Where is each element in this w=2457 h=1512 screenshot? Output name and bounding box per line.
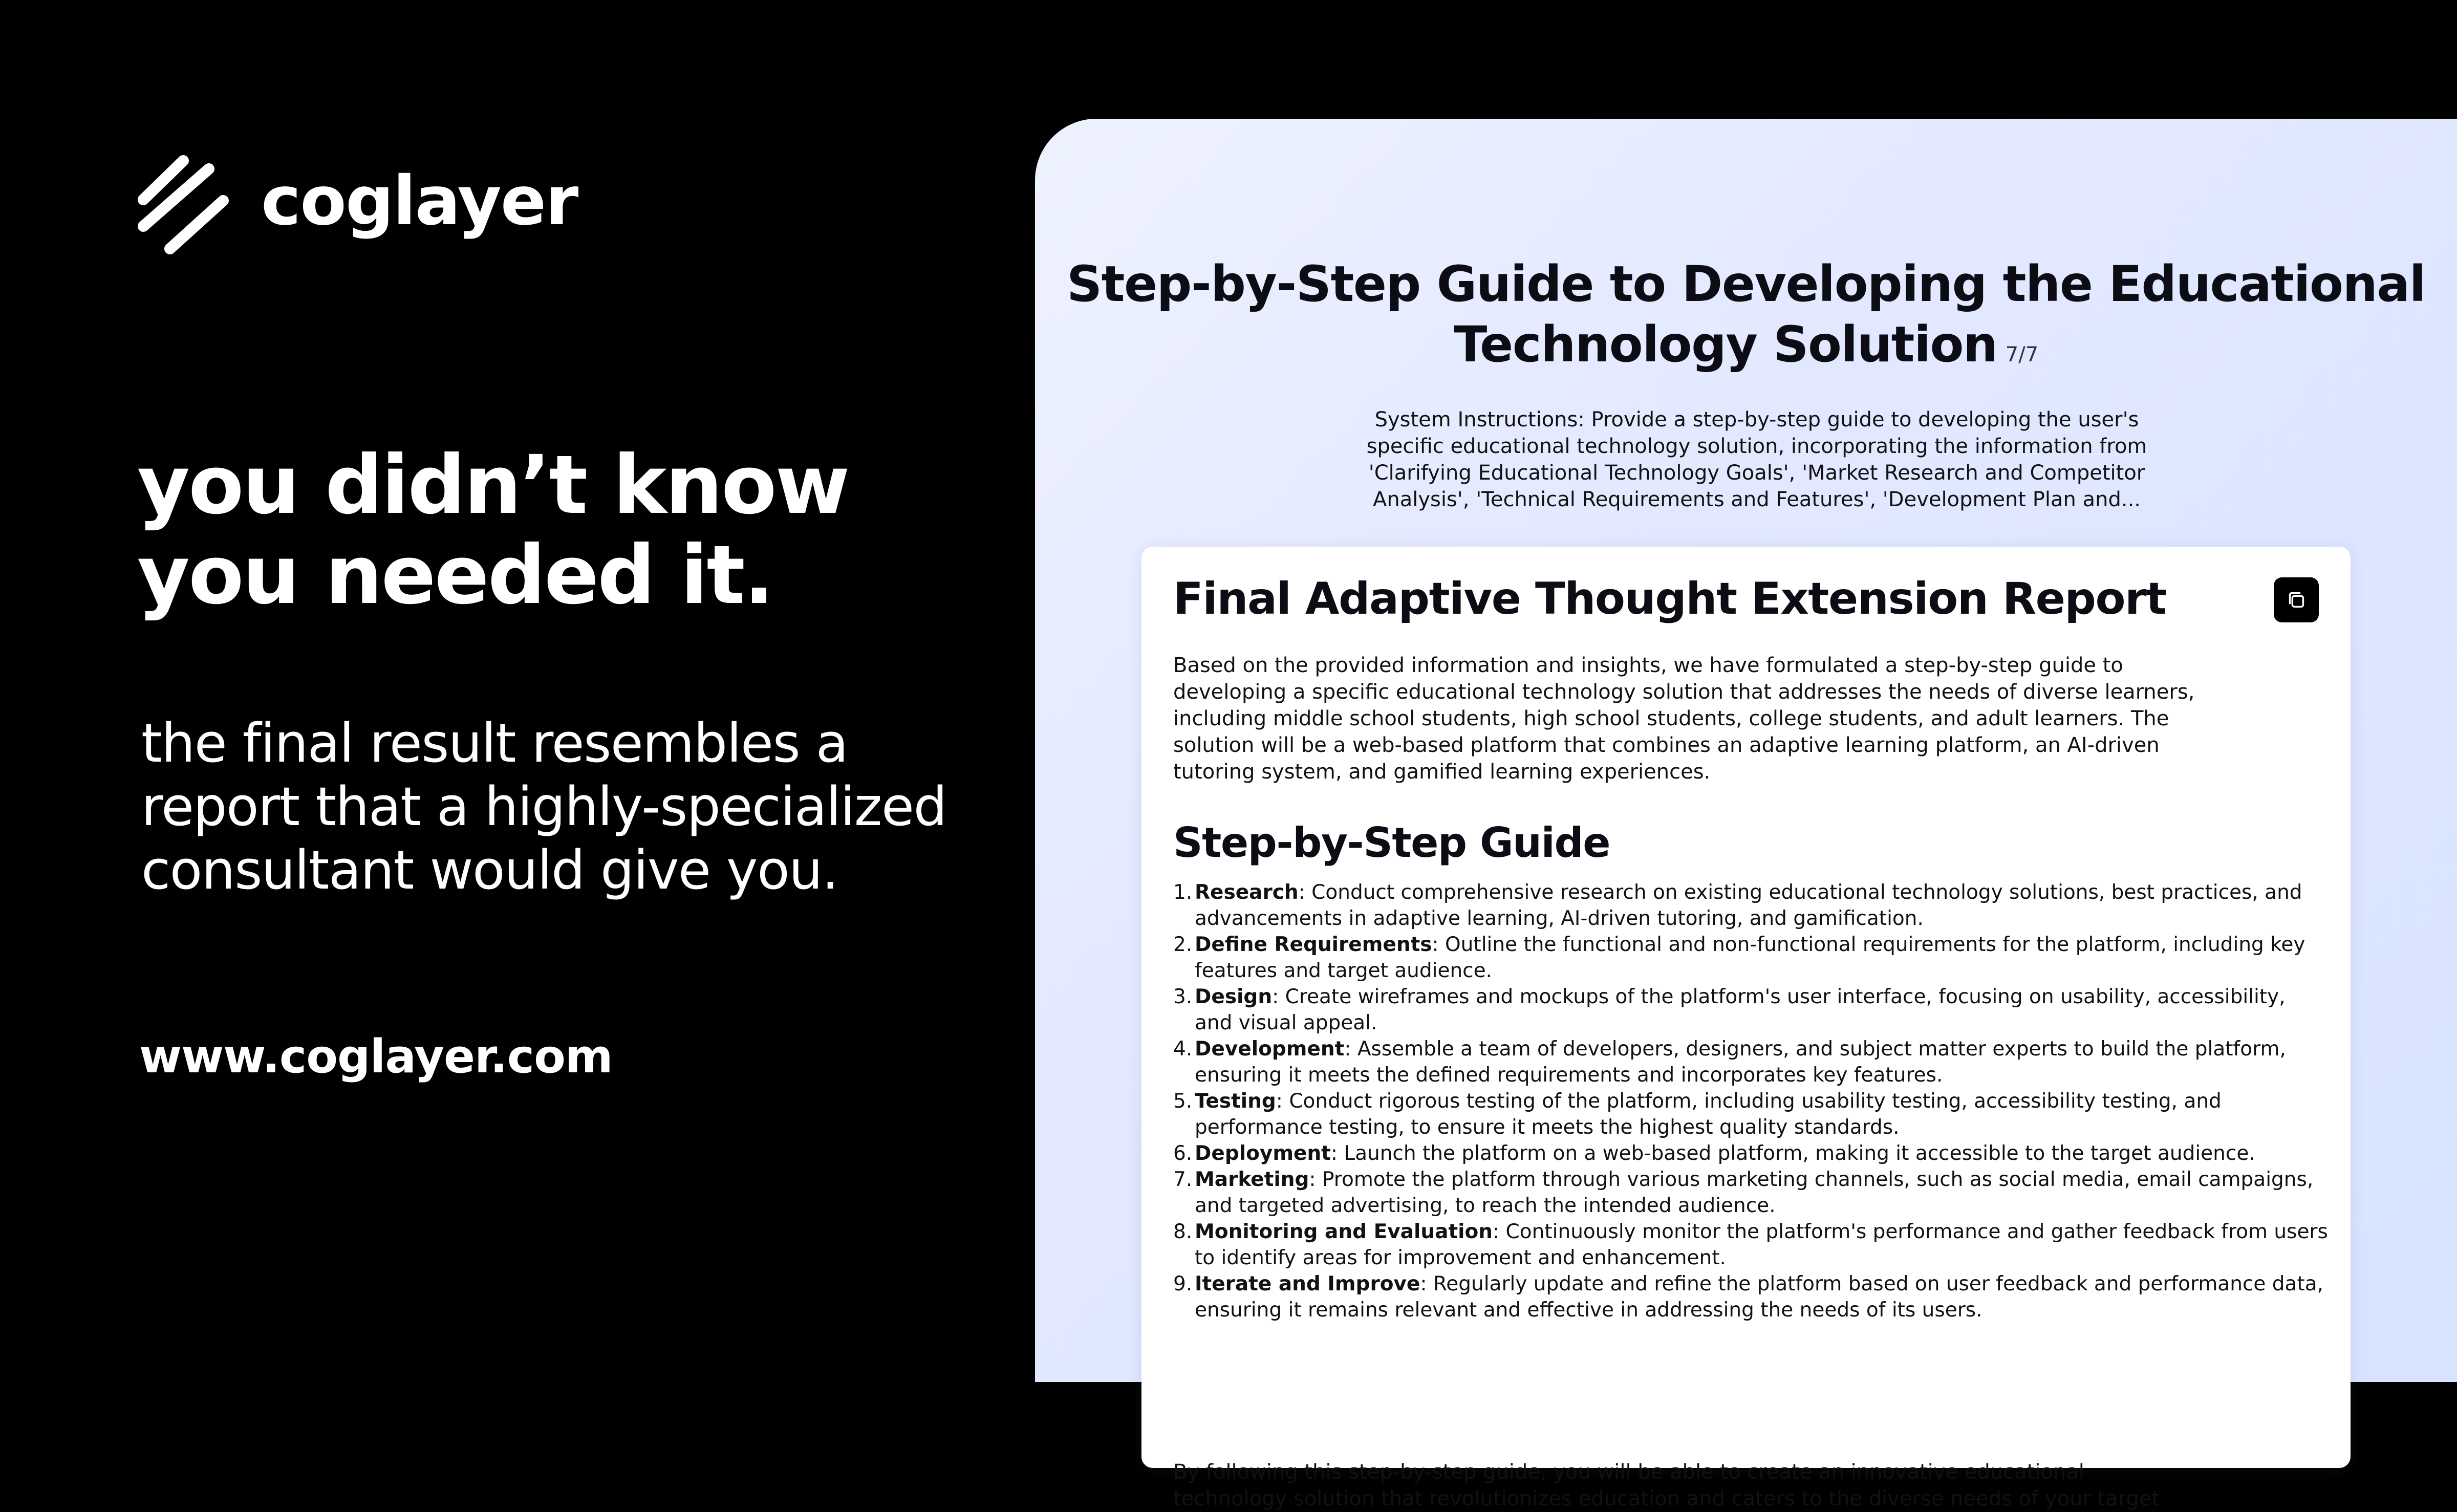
- system-instructions: [1306, 406, 2207, 513]
- step-description: : Promote the platform through various marketing channels, such as social media, email campaigns,: [1309, 1168, 2314, 1191]
- hero-subtagline: [141, 711, 1022, 902]
- guide-title-line-2: [1035, 314, 2457, 385]
- hero-tagline-line: you didn’t know: [137, 438, 849, 532]
- step-term: Iterate and Improve: [1195, 1272, 1420, 1295]
- report-preview-panel: [1035, 119, 2457, 1510]
- step-description: : Create wireframes and mockups of the platform's user interface, focusing on usability, accessibility,: [1272, 985, 2286, 1008]
- step-line: [1195, 1219, 2328, 1245]
- step-item: [1173, 984, 2286, 1036]
- step-line-continued: performance testing, to ensure it meets the highest quality standards.: [1195, 1116, 1900, 1139]
- report-intro-line: tutoring system, and gamified learning experiences.: [1173, 760, 1711, 784]
- step-number: 6.: [1173, 1142, 1193, 1165]
- section-title: Step-by-Step Guide: [1173, 819, 1610, 867]
- step-description: : Assemble a team of developers, designers, and subject matter experts to build the platform,: [1344, 1038, 2286, 1061]
- step-line: [1195, 932, 2305, 958]
- report-conclusion-line: technology solution that revolutionizes education and caters to the diverse needs of your target: [1173, 1487, 2160, 1510]
- step-line-continued: to identify areas for improvement and enhancement.: [1195, 1246, 1726, 1269]
- step-description: : Continuously monitor the platform's performance and gather feedback from users: [1493, 1220, 2328, 1243]
- slash-stripes-icon: [136, 154, 233, 256]
- brand-logo: [136, 154, 577, 256]
- guide-title-text: Technology Solution: [1453, 316, 1997, 373]
- hero-subtagline-line: report that a highly-specialized: [141, 775, 946, 838]
- system-instructions-line: specific educational technology solution, incorporating the information from: [1366, 435, 2147, 458]
- step-line-continued: ensuring it meets the defined requirements and incorporates key features.: [1195, 1064, 1943, 1087]
- step-item: [1173, 879, 2302, 932]
- step-term: Research: [1195, 881, 1299, 904]
- report-conclusion: [1173, 1459, 2274, 1512]
- step-item: [1173, 1219, 2328, 1271]
- step-line-continued: advancements in adaptive learning, AI-driven tutoring, and gamification.: [1195, 907, 1924, 930]
- step-line: [1195, 984, 2286, 1010]
- step-item: [1173, 1167, 2314, 1219]
- step-line: [1195, 1088, 2274, 1114]
- hero-tagline-line: you needed it.: [137, 528, 773, 622]
- report-conclusion-line: By following this step-by-step guide, you will be able to create an innovative educational: [1173, 1460, 2084, 1484]
- step-description: : Conduct comprehensive research on existing educational technology solutions, best practices, and: [1298, 881, 2302, 904]
- system-instructions-line: Analysis', 'Technical Requirements and Features', 'Development Plan and...: [1373, 488, 2141, 511]
- step-number: 7.: [1173, 1168, 1193, 1191]
- step-item: [1173, 932, 2305, 984]
- report-card: [1141, 547, 2351, 1510]
- report-intro-line: solution will be a web-based platform that combines an adaptive learning platform, an AI-driven: [1173, 733, 2160, 757]
- system-instructions-line: 'Clarifying Educational Technology Goals', 'Market Research and Competitor: [1368, 461, 2145, 485]
- step-description: : Conduct rigorous testing of the platform, including usability testing, accessibility testing, and: [1276, 1090, 2222, 1113]
- website-link[interactable]: www.coglayer.com: [139, 1030, 613, 1084]
- step-number: 2.: [1173, 933, 1193, 956]
- report-intro: [1173, 652, 2223, 785]
- copy-icon: [2284, 588, 2308, 612]
- step-term: Design: [1195, 985, 1273, 1008]
- step-item: [1173, 1271, 2324, 1323]
- step-term: Monitoring and Evaluation: [1195, 1220, 1493, 1243]
- step-line: [1195, 1271, 2324, 1297]
- step-number: 3.: [1173, 985, 1193, 1008]
- step-description: : Regularly update and refine the platform based on user feedback and performance data,: [1420, 1272, 2324, 1295]
- step-number: 8.: [1173, 1220, 1193, 1243]
- copy-button[interactable]: [2274, 577, 2319, 622]
- report-intro-line: developing a specific educational technology solution that addresses the needs of diverse learners,: [1173, 680, 2195, 704]
- step-term: Development: [1195, 1038, 1345, 1061]
- step-line-continued: and visual appeal.: [1195, 1011, 1377, 1034]
- page-indicator: 7/7: [2005, 343, 2039, 366]
- step-number: 4.: [1173, 1038, 1193, 1061]
- step-item: [1173, 1088, 2274, 1140]
- step-line-continued: ensuring it remains relevant and effective in addressing the needs of its users.: [1195, 1299, 1982, 1322]
- hero-tagline: [137, 440, 1007, 620]
- step-line: [1195, 1140, 2274, 1167]
- step-number: 9.: [1173, 1272, 1193, 1295]
- step-line: [1195, 879, 2302, 905]
- step-term: Testing: [1195, 1090, 1276, 1113]
- step-item: [1173, 1140, 2274, 1167]
- step-term: Marketing: [1195, 1168, 1309, 1191]
- step-description: : Launch the platform on a web-based platform, making it accessible to the target audience.: [1330, 1142, 2255, 1165]
- guide-title-line: Step-by-Step Guide to Developing the Educational: [1066, 255, 2425, 313]
- step-line: [1195, 1036, 2286, 1062]
- step-description: : Outline the functional and non-functional requirements for the platform, including key: [1432, 933, 2305, 956]
- step-number: 5.: [1173, 1090, 1193, 1113]
- step-item: [1173, 1036, 2286, 1088]
- report-intro-line: including middle school students, high school students, college students, and adult learners. The: [1173, 707, 2169, 730]
- step-term: Deployment: [1195, 1142, 1331, 1165]
- steps-list: [1173, 879, 2328, 1323]
- guide-title: [1035, 254, 2457, 385]
- hero-subtagline-line: consultant would give you.: [141, 839, 838, 901]
- hero-subtagline-line: the final result resembles a: [141, 712, 848, 774]
- step-line: [1195, 1167, 2314, 1193]
- system-instructions-line: System Instructions: Provide a step-by-step guide to developing the user's: [1374, 408, 2139, 431]
- step-line-continued: features and target audience.: [1195, 959, 1493, 982]
- report-intro-line: Based on the provided information and insights, we have formulated a step-by-step guide to: [1173, 654, 2123, 677]
- left-promo-panel: [0, 0, 1034, 1382]
- step-term: Define Requirements: [1195, 933, 1432, 956]
- brand-name: coglayer: [261, 162, 578, 241]
- step-number: 1.: [1173, 881, 1193, 904]
- report-title: Final Adaptive Thought Extension Report: [1173, 573, 2166, 624]
- step-line-continued: and targeted advertising, to reach the intended audience.: [1195, 1194, 1776, 1217]
